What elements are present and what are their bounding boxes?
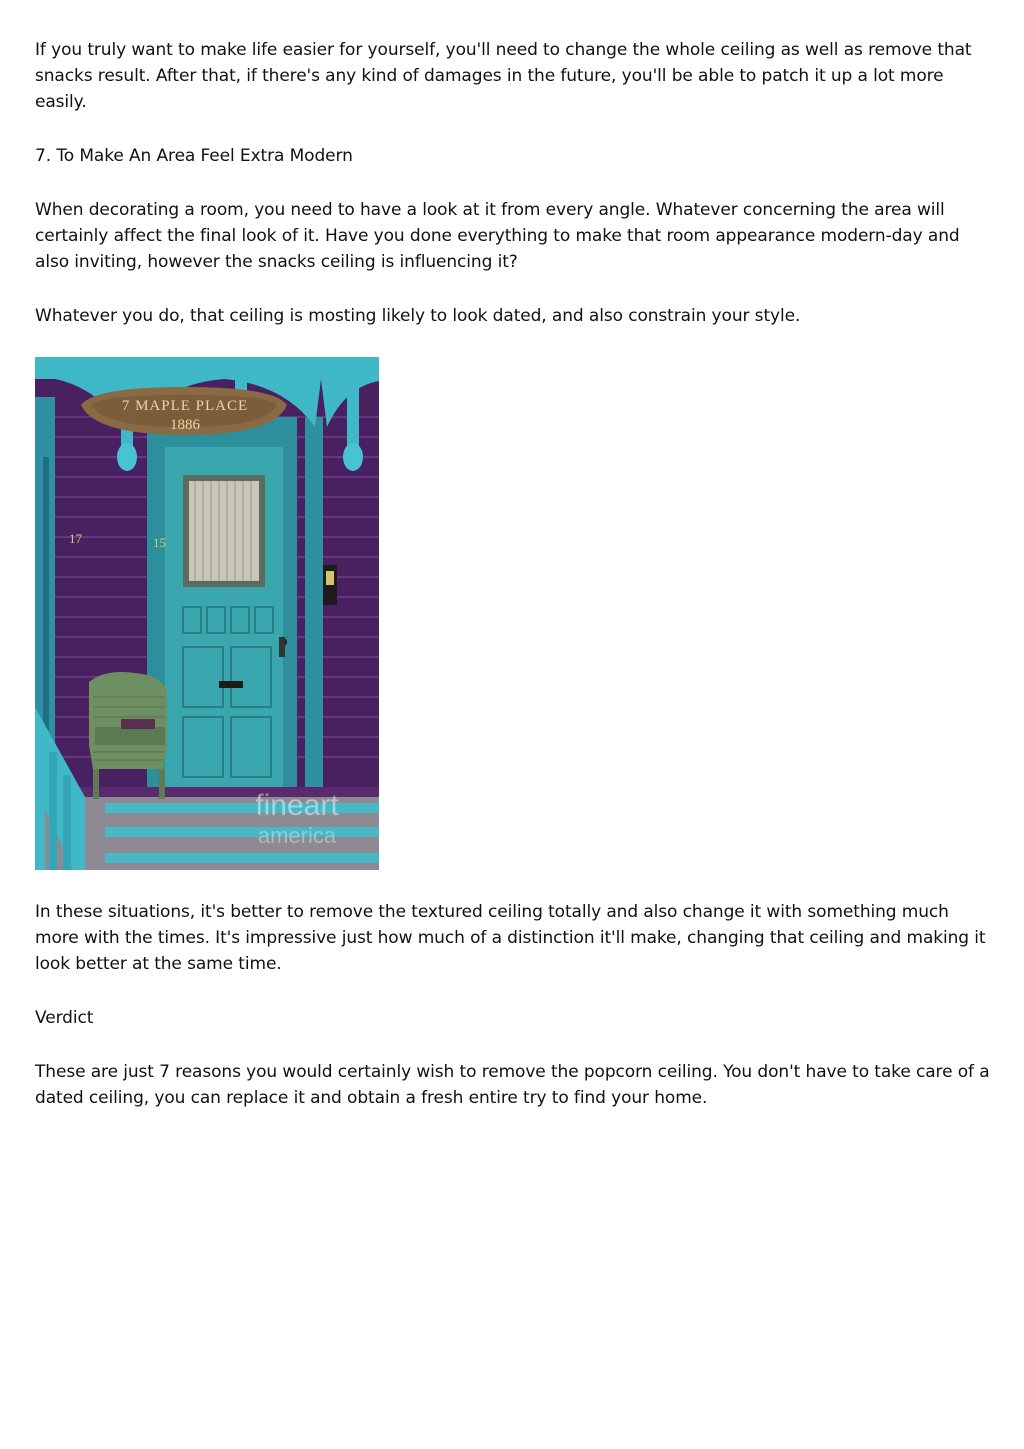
paragraph-remove-textured: In these situations, it's better to remove the textured ceiling totally and also change it with something much more with the times. It's impressive just how much of a distinction it'll make, changing that ceiling and making it look better at the same time. bbox=[35, 902, 986, 974]
sign-text-year: 1886 bbox=[170, 417, 200, 433]
section-heading-modern: 7. To Make An Area Feel Extra Modern bbox=[35, 146, 353, 166]
paragraph-dated-ceiling: Whatever you do, that ceiling is mosting likely to look dated, and also constrain your style. bbox=[35, 306, 801, 326]
section-heading-verdict: Verdict bbox=[35, 1008, 94, 1028]
house-number-right: 15 bbox=[153, 535, 166, 550]
document-page bbox=[35, 37, 995, 1111]
porch-photo bbox=[35, 357, 379, 870]
paragraph-conclusion: These are just 7 reasons you would certainly wish to remove the popcorn ceiling. You don't have to take care of a dated ceiling, you can replace it and obtain a fresh entire try to find your home. bbox=[35, 1062, 990, 1108]
sign-text-address: 7 MAPLE PLACE bbox=[121, 398, 249, 414]
watermark-line1: fineart bbox=[255, 789, 339, 822]
house-number-left: 17 bbox=[69, 531, 82, 546]
paragraph-decorating: When decorating a room, you need to have a look at it from every angle. Whatever concerning the area will certainly affect the final look of it. Have you done everything to make that room appearance modern-day and also inviting, however the snacks ceiling is influencing it? bbox=[35, 200, 960, 272]
paragraph-ceiling-patch: If you truly want to make life easier for yourself, you'll need to change the whole ceiling as well as remove that snacks result. After that, if there's any kind of damages in the future, you'll be able to patch it up a lot more easily. bbox=[35, 40, 972, 112]
watermark-line2: america bbox=[257, 823, 337, 848]
